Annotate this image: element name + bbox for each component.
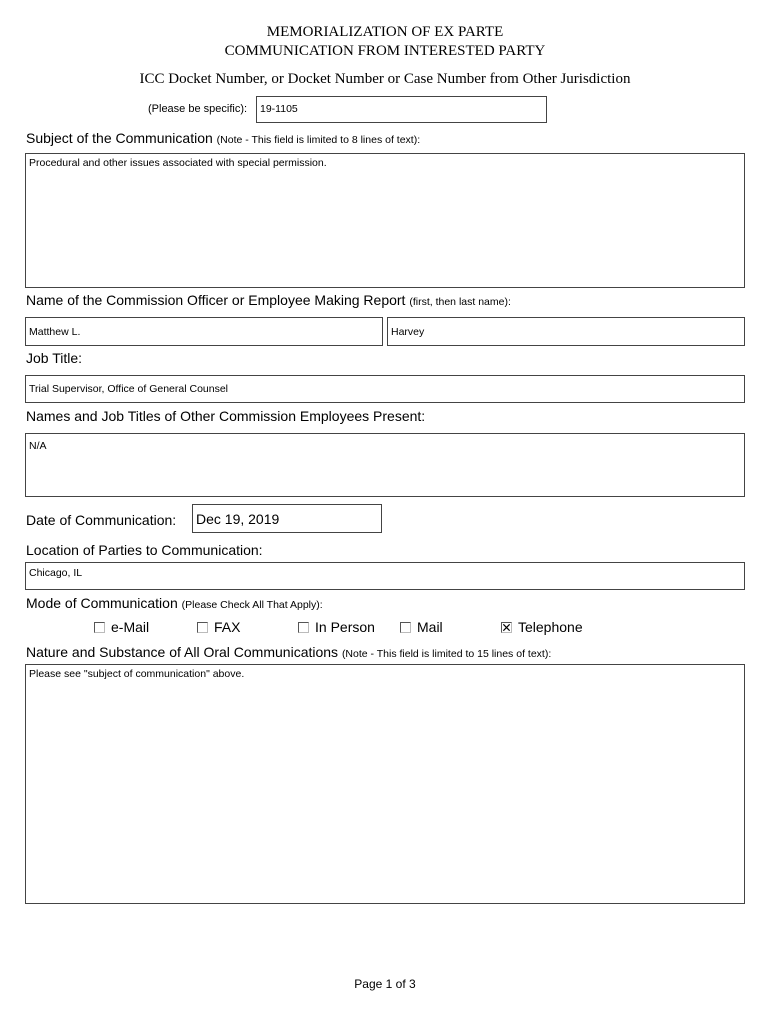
- in-person-checkbox[interactable]: [298, 622, 309, 633]
- telephone-checkbox[interactable]: [501, 622, 512, 633]
- email-option-label: e-Mail: [111, 619, 150, 635]
- mode-option-telephone[interactable]: [501, 619, 583, 635]
- others-present-label: Names and Job Titles of Other Commission Employees Present:: [26, 408, 426, 424]
- telephone-option-label: Telephone: [518, 619, 583, 635]
- docket-number-field[interactable]: 19-1105: [256, 96, 547, 123]
- subject-label: Subject of the Communication (Note - This field is limited to 8 lines of text):: [26, 130, 421, 146]
- first-name-field[interactable]: Matthew L.: [25, 317, 383, 346]
- job-title-field[interactable]: Trial Supervisor, Office of General Counsel: [25, 375, 745, 403]
- mode-label: Mode of Communication (Please Check All That Apply):: [26, 595, 323, 611]
- job-title-label: Job Title:: [26, 350, 83, 366]
- nature-field[interactable]: Please see "subject of communication" above.: [25, 664, 745, 904]
- location-label: Location of Parties to Communication:: [26, 542, 263, 558]
- check-x-icon: [502, 623, 511, 632]
- nature-label: Nature and Substance of All Oral Communications (Note - This field is limited to 15 lines of text):: [26, 644, 552, 660]
- date-field[interactable]: Dec 19, 2019: [192, 504, 382, 533]
- mode-option-in-person[interactable]: [298, 619, 375, 635]
- mail-option-label: Mail: [417, 619, 443, 635]
- mode-option-fax[interactable]: [197, 619, 240, 635]
- others-present-field[interactable]: N/A: [25, 433, 745, 497]
- docket-label: (Please be specific):: [148, 103, 248, 115]
- mail-checkbox[interactable]: [400, 622, 411, 633]
- fax-checkbox[interactable]: [197, 622, 208, 633]
- fax-option-label: FAX: [214, 619, 241, 635]
- form-title-line1: MEMORIALIZATION OF EX PARTE: [266, 24, 504, 40]
- location-field[interactable]: Chicago, IL: [25, 562, 745, 590]
- mode-option-mail[interactable]: [400, 619, 443, 635]
- form-title-line2: COMMUNICATION FROM INTERESTED PARTY: [224, 43, 546, 59]
- reporter-label: Name of the Commission Officer or Employee Making Report (first, then last name):: [26, 292, 511, 308]
- date-label: Date of Communication:: [26, 512, 177, 528]
- last-name-field[interactable]: Harvey: [387, 317, 745, 346]
- in-person-option-label: In Person: [315, 619, 375, 635]
- mode-option-email[interactable]: [94, 619, 149, 635]
- docket-heading: ICC Docket Number, or Docket Number or Case Number from Other Jurisdiction: [139, 71, 631, 87]
- subject-field[interactable]: Procedural and other issues associated with special permission.: [25, 153, 745, 288]
- email-checkbox[interactable]: [94, 622, 105, 633]
- page-number: Page 1 of 3: [354, 977, 416, 991]
